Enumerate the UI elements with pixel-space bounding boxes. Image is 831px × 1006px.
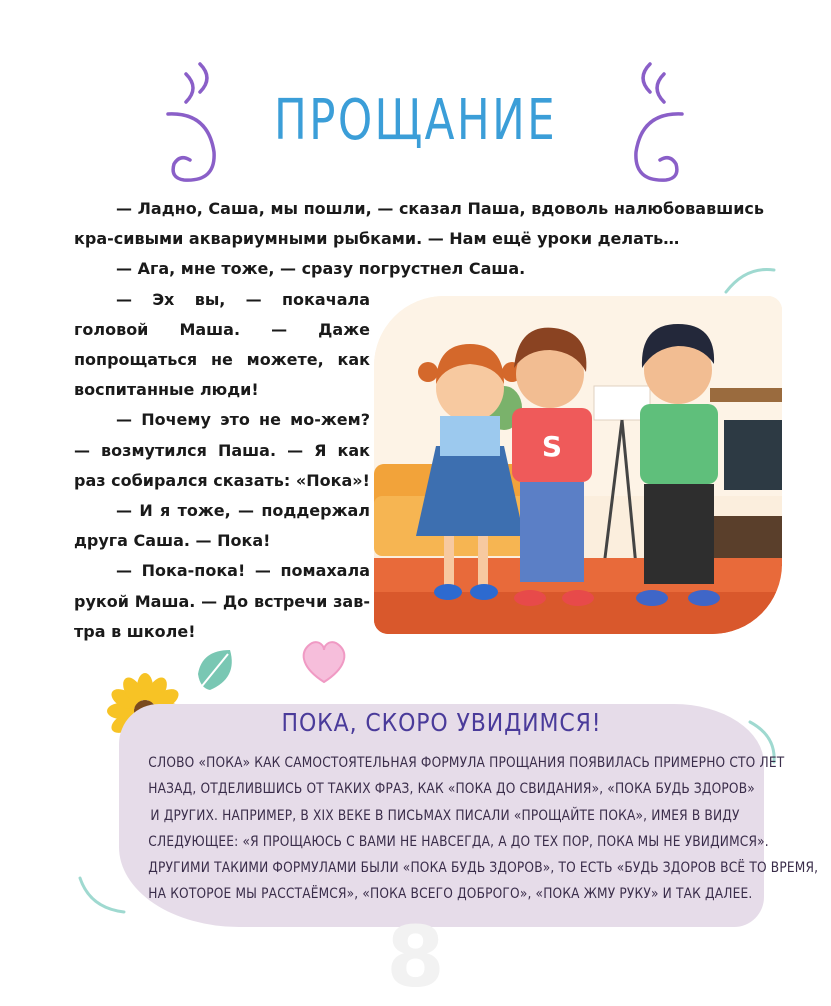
info-line: НА КОТОРОЕ МЫ РАССТАЁМСЯ», «ПОКА ВСЕГО ДОБРОГО», «ПОКА ЖМУ РУКУ» И ТАК ДАЛЕЕ. [148,886,753,903]
info-box-text [100,750,819,908]
info-line: СЛЕДУЮЩЕЕ: «Я ПРОЩАЮСЬ С ВАМИ НЕ НАВСЕГДА, А ДО ТЕХ ПОР, ПОКА МЫ НЕ УВИДИМСЯ». [148,833,769,850]
story-paragraph: — Ладно, Саша, мы пошли, — сказал Паша, вдоволь налюбовавшись кра-сивыми аквариумными рыбками. — Нам ещё уроки делать… [74,199,764,249]
teal-arc-decoration [720,262,780,302]
children-illustration [374,296,782,634]
svg-text:S: S [541,430,563,463]
info-line: НАЗАД, ОТДЕЛИВШИСЬ ОТ ТАКИХ ФРАЗ, КАК «ПОКА ДО СВИДАНИЯ», «ПОКА БУДЬ ЗДОРОВ» [148,781,755,798]
info-line: СЛОВО «ПОКА» КАК САМОСТОЯТЕЛЬНАЯ ФОРМУЛА ПРОЩАНИЯ ПОЯВИЛАСЬ ПРИМЕРНО СТО ЛЕТ [148,755,785,771]
info-line: ДРУГИМИ ТАКИМИ ФОРМУЛАМИ БЫЛИ «ПОКА БУДЬ ЗДОРОВ», ТО ЕСТЬ «БУДЬ ЗДОРОВ ВСЁ ТО ВРЕМЯ, [148,860,819,877]
heart-icon [296,632,352,688]
story-paragraph: — И я тоже, — поддержал друга Саша. — Пока! [74,501,370,551]
story-paragraph: — Эх вы, — покачала головой Маша. — Даже попрощаться не можете, как воспитанные люди! [74,289,370,400]
leaf-icon [192,644,244,696]
page-number: 8 [386,908,445,1006]
story-paragraph: — Пока-пока! — помахала рукой Маша. — До встречи зав-тра в школе! [74,561,370,641]
story-paragraph: — Почему это не мо-жем? — возмутился Паша. — Я как раз собирался сказать: «Пока»! [74,410,370,490]
page-title: ПРОЩАНИЕ [273,88,558,153]
info-box-title: ПОКА, СКОРО УВИДИМСЯ! [281,708,602,737]
info-line: И ДРУГИХ. НАПРИМЕР, В XIX ВЕКЕ В ПИСЬМАХ ПИСАЛИ «ПРОЩАЙТЕ ПОКА», ИМЕЯ В ВИДУ [150,807,740,824]
story-paragraph: — Ага, мне тоже, — сразу погрустнел Саша. [116,259,526,279]
